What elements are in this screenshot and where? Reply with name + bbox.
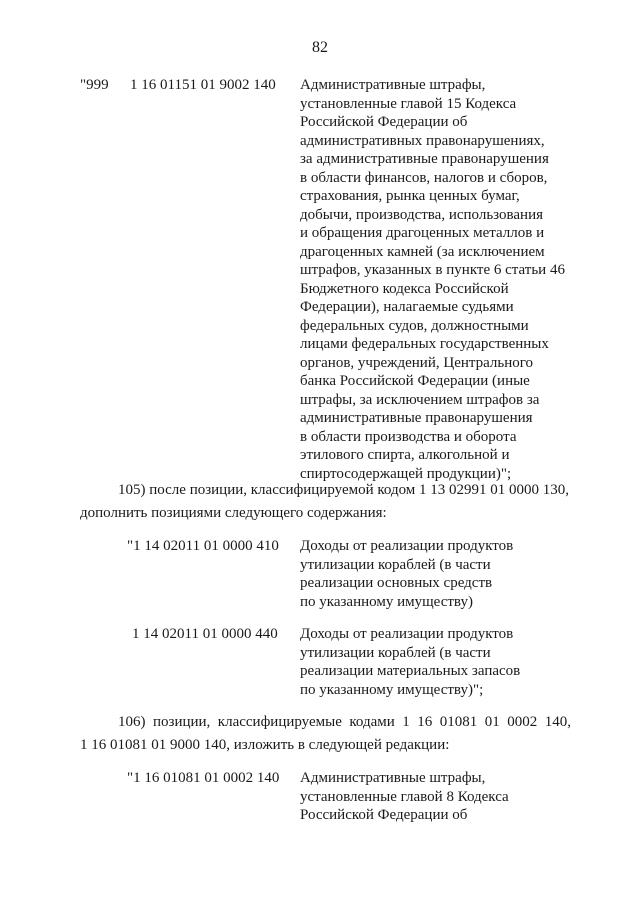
description-line: и обращения драгоценных металлов и bbox=[300, 225, 545, 241]
code-description bbox=[300, 537, 513, 611]
description-line: Административные штрафы, bbox=[300, 77, 486, 93]
description-line: Российской Федерации об bbox=[300, 114, 468, 130]
description-line: банка Российской Федерации (иные bbox=[300, 373, 530, 389]
description-line: Доходы от реализации продуктов bbox=[300, 538, 514, 554]
budget-code: "1 14 02011 01 0000 410 bbox=[127, 538, 279, 554]
description-line: реализации материальных запасов bbox=[300, 663, 521, 679]
description-line: страхования, рынка ценных бумаг, bbox=[300, 188, 520, 204]
description-line: утилизации кораблей (в части bbox=[300, 556, 491, 573]
page-number: 82 bbox=[312, 39, 328, 56]
description-line: по указанному имуществу)"; bbox=[300, 681, 484, 698]
paragraph-line: 105) после позиции, классифицируемой кодом 1 13 02991 01 0000 130, bbox=[118, 482, 570, 498]
description-line: утилизации кораблей (в части bbox=[300, 644, 491, 661]
description-line: Доходы от реализации продуктов bbox=[300, 626, 514, 642]
description-line: в области производства и оборота bbox=[300, 428, 517, 445]
description-line: административных правонарушениях, bbox=[300, 132, 545, 149]
description-line: по указанному имуществу) bbox=[300, 593, 473, 610]
paragraph-line: дополнить позициями следующего содержания: bbox=[80, 505, 387, 521]
description-line: Административные штрафы, bbox=[300, 770, 486, 786]
budget-code: 1 14 02011 01 0000 440 bbox=[132, 626, 278, 642]
budget-code: 1 16 01151 01 9002 140 bbox=[130, 77, 276, 93]
description-line: Федерации), налагаемые судьями bbox=[300, 299, 514, 315]
description-line: за административные правонарушения bbox=[300, 151, 549, 167]
code-description bbox=[300, 769, 509, 825]
description-line: административные правонарушения bbox=[300, 410, 533, 426]
description-line: Российской Федерации об bbox=[300, 807, 468, 823]
description-line: установленные главой 8 Кодекса bbox=[300, 788, 509, 805]
description-line: спиртосодержащей продукции)"; bbox=[300, 465, 512, 482]
budget-code: "1 16 01081 01 0002 140 bbox=[127, 770, 280, 786]
code-description bbox=[300, 76, 565, 483]
description-line: установленные главой 15 Кодекса bbox=[300, 95, 517, 112]
description-line: органов, учреждений, Центрального bbox=[300, 354, 534, 371]
description-line: Бюджетного кодекса Российской bbox=[300, 280, 509, 297]
description-line: штрафы, за исключением штрафов за bbox=[300, 391, 540, 408]
code-description bbox=[300, 625, 520, 699]
description-line: реализации основных средств bbox=[300, 575, 493, 591]
paragraph-line: 1 16 01081 01 9000 140, изложить в следующей редакции: bbox=[80, 737, 450, 753]
code-prefix: "999 bbox=[80, 77, 109, 93]
description-line: в области финансов, налогов и сборов, bbox=[300, 169, 548, 186]
description-line: штрафов, указанных в пункте 6 статьи 46 bbox=[300, 262, 565, 278]
paragraph-106 bbox=[80, 711, 571, 757]
paragraph-105 bbox=[80, 479, 569, 525]
description-line: федеральных судов, должностными bbox=[300, 317, 529, 334]
description-line: драгоценных камней (за исключением bbox=[300, 243, 545, 260]
paragraph-line: 106) позиции, классифицируемые кодами 1 16 01081 01 0002 140, bbox=[118, 714, 572, 730]
description-line: добычи, производства, использования bbox=[300, 206, 544, 223]
description-line: лицами федеральных государственных bbox=[300, 336, 549, 352]
description-line: этилового спирта, алкогольной и bbox=[300, 447, 510, 463]
